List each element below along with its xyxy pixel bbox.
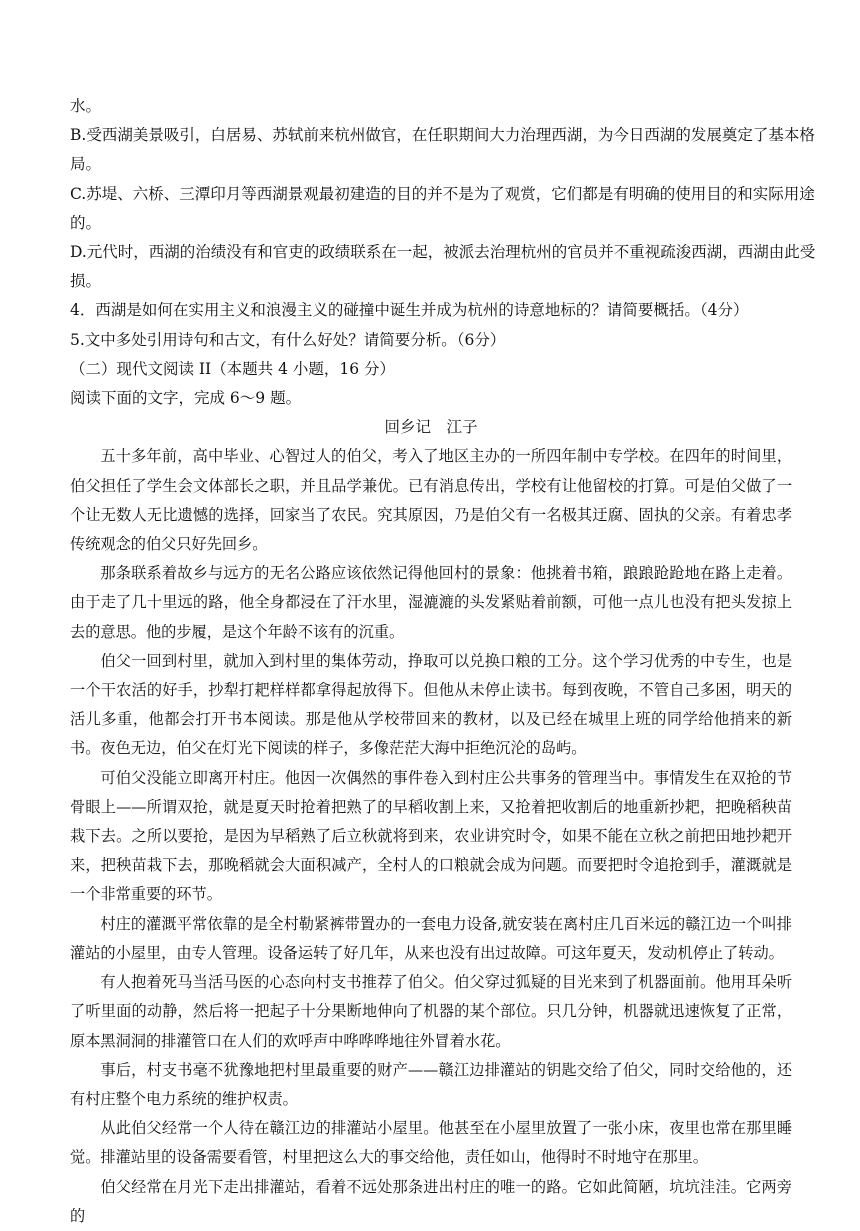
article-paragraph: 那条联系着故乡与远方的无名公路应该依然记得他回村的景象：他挑着书箱，踉踉跄跄地在路上走着。由于走了几十里远的路，他全身都浸在了汗水里，湿漉漉的头发紧贴着前额，可他一点儿也没有把头发掠上去的意思。他的步履，是这个年龄不该有的沉重。	[70, 564, 792, 641]
text-line: 损。	[70, 272, 102, 291]
article-paragraph: 五十多年前，高中毕业、心智过人的伯父，考入了地区主办的一所四年制中专学校。在四年的时间里，伯父担任了学生会文体部长之职，并且品学兼优。已有消息传出，学校有让他留校的打算。可是伯父做了一个让无数人无比遗憾的选择，回家当了农民。究其原因，乃是伯父有一名极其迂腐、固执的父亲。有着忠孝传统观念的伯父只好先回乡。	[70, 447, 792, 554]
answer-option-d: D.元代时，西湖的治绩没有和官吏的政绩联系在一起，被派去治理杭州的官员并不重视疏浚西湖，西湖由此受	[70, 243, 816, 262]
answer-option-c: C.苏堤、六桥、三潭印月等西湖景观最初建造的目的并不是为了观赏，它们都是有明确的使用目的和实际用途	[70, 184, 815, 203]
article-paragraph: 伯父经常在月光下走出排灌站，看着不远处那条进出村庄的唯一的路。它如此简陋，坑坑洼洼。它两旁的	[70, 1177, 792, 1225]
article-paragraph: 伯父一回到村里，就加入到村里的集体劳动，挣取可以兑换口粮的工分。这个学习优秀的中专生，也是一个干农活的好手，抄犁打耙样样都拿得起放得下。但他从未停止读书。每到夜晚，不管自己多困，明天的活儿多重，他都会打开书本阅读。那是他从学校带回来的教材，以及已经在城里上班的同学给他捎来的新书。夜色无边，伯父在灯光下阅读的样子，多像茫茫大海中拒绝沉沦的岛屿。	[70, 651, 792, 758]
article-title: 回乡记 江子	[384, 418, 478, 437]
question-4: 4．西湖是如何在实用主义和浪漫主义的碰撞中诞生并成为杭州的诗意地标的？请简要概括。（4分）	[70, 301, 749, 320]
article-paragraph: 事后，村支书毫不犹豫地把村里最重要的财产——赣江边排灌站的钥匙交给了伯父，同时交给他的，还有村庄整个电力系统的维护权责。	[70, 1060, 792, 1108]
article-paragraph: 可伯父没能立即离开村庄。他因一次偶然的事件卷入到村庄公共事务的管理当中。事情发生在双抢的节骨眼上——所谓双抢，就是夏天时抢着把熟了的早稻收割上来，又抢着把收割后的地重新抄耙，把晚稻秧苗栽下去。之所以要抢，是因为早稻熟了后立秋就将到来，农业讲究时令，如果不能在立秋之前把田地抄耙开来，把秧苗栽下去，那晚稻就会大面积减产，全村人的口粮就会成为问题。而要把时令追抢到手，灌溉就是一个非常重要的环节。	[70, 768, 792, 904]
text-line: 局。	[70, 155, 102, 174]
article-paragraph: 村庄的灌溉平常依靠的是全村勒紧裤带置办的一套电力设备,就安装在离村庄几百米远的赣江边一个叫排灌站的小屋里，由专人管理。设备运转了好几年，从来也没有出过故障。可这年夏天，发动机停止了转动。	[70, 914, 792, 962]
exam-page	[70, 92, 816, 1231]
text-line: 的。	[70, 213, 102, 232]
reading-instruction: 阅读下面的文字，完成 6～9 题。	[70, 389, 302, 408]
section-heading: （二）现代文阅读 II（本题共 4 小题，16 分）	[70, 359, 396, 378]
question-5: 5.文中多处引用诗句和古文，有什么好处？请简要分析。（6分）	[70, 330, 506, 349]
article-paragraph: 从此伯父经常一个人待在赣江边的排灌站小屋里。他甚至在小屋里放置了一张小床，夜里也常在那里睡觉。排灌站里的设备需要看管，村里把这么大的事交给他，责任如山，他得时不时地守在那里。	[70, 1119, 792, 1167]
text-line: 水。	[70, 97, 102, 115]
answer-option-b: B.受西湖美景吸引，白居易、苏轼前来杭州做官，在任职期间大力治理西湖，为今日西湖的发展奠定了基本格	[70, 126, 815, 145]
article-paragraph: 有人抱着死马当活马医的心态向村支书推荐了伯父。伯父穿过狐疑的目光来到了机器面前。他用耳朵听了听里面的动静，然后将一把起子十分果断地伸向了机器的某个部位。只几分钟，机器就迅速恢复了正常，原本黑洞洞的排灌管口在人们的欢呼声中哗哗哗地往外冒着水花。	[70, 973, 792, 1050]
